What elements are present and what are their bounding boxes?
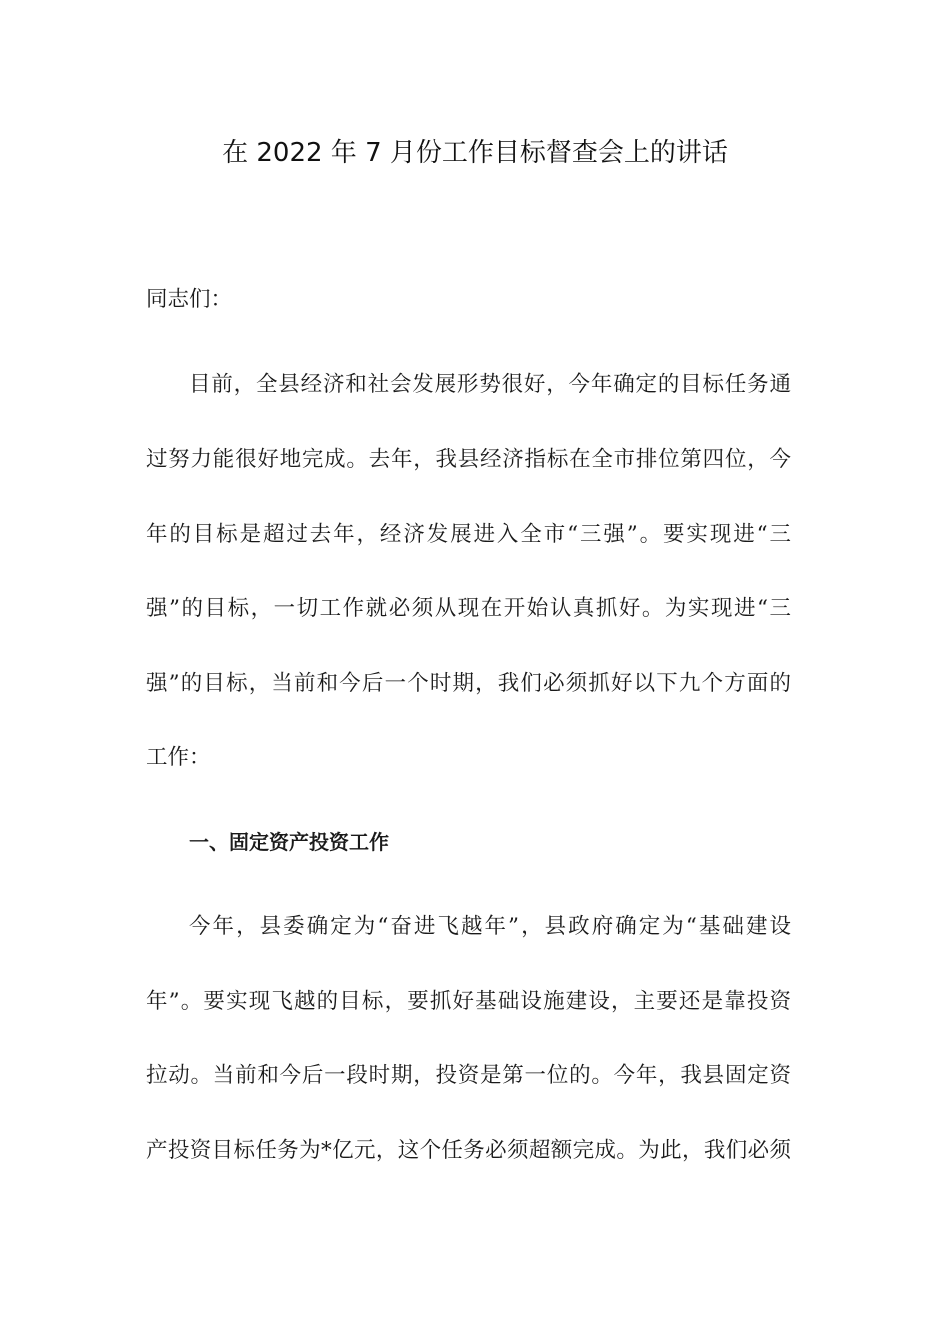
paragraph-line: 产投资目标任务为*亿元，这个任务必须超额完成。为此，我们必须 xyxy=(146,1138,791,1163)
paragraph-line: 目前，全县经济和社会发展形势很好，今年确定的目标任务通 xyxy=(189,372,791,397)
section-heading: 一、固定资产投资工作 xyxy=(189,830,389,854)
paragraph-line: 强”的目标，一切工作就必须从现在开始认真抓好。为实现进“三 xyxy=(146,596,791,621)
paragraph-line: 拉动。当前和今后一段时期，投资是第一位的。今年，我县固定资 xyxy=(146,1063,791,1088)
paragraph-line: 年的目标是超过去年，经济发展进入全市“三强”。要实现进“三 xyxy=(146,522,791,547)
paragraph-line: 年”。要实现飞越的目标，要抓好基础设施建设，主要还是靠投资 xyxy=(146,989,791,1014)
salutation: 同志们： xyxy=(146,287,233,312)
paragraph-line: 工作： xyxy=(146,745,211,770)
paragraph-line: 今年，县委确定为“奋进飞越年”，县政府确定为“基础建设 xyxy=(189,914,791,939)
document-title: 在 2022 年 7 月份工作目标督查会上的讲话 xyxy=(222,138,728,168)
paragraph-line: 强”的目标，当前和今后一个时期，我们必须抓好以下九个方面的 xyxy=(146,671,791,696)
paragraph-line: 过努力能很好地完成。去年，我县经济指标在全市排位第四位，今 xyxy=(146,447,791,472)
